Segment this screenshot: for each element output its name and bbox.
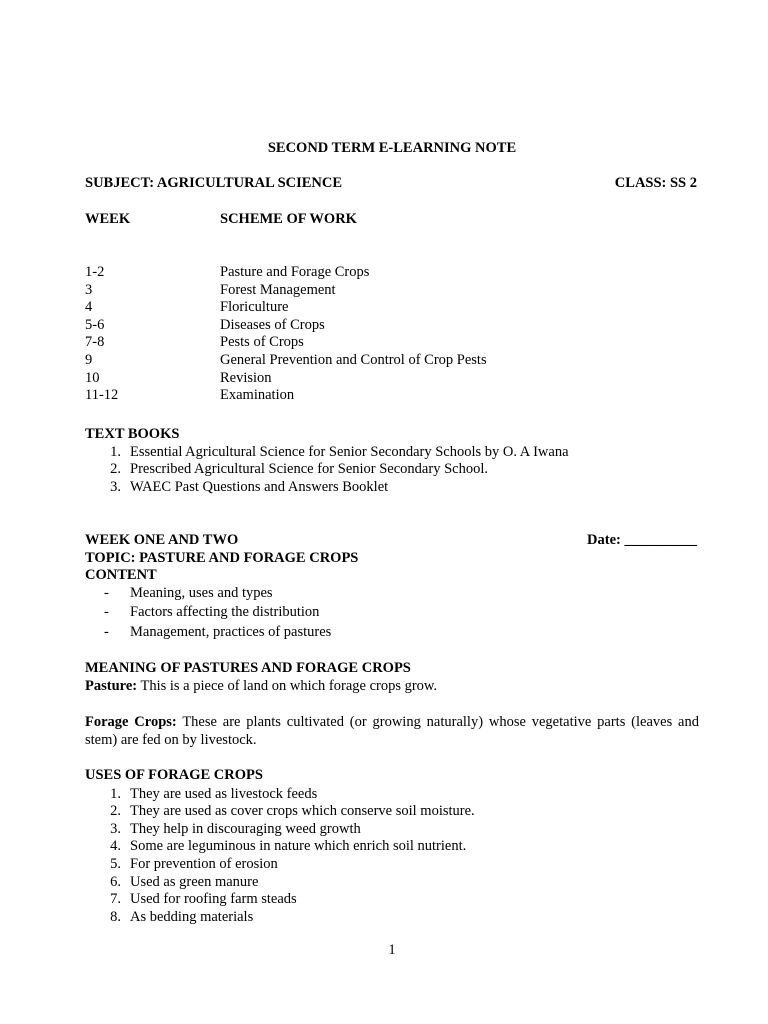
list-item: 8. As bedding materials <box>110 908 254 925</box>
list-item: 1. Essential Agricultural Science for Senior Secondary Schools by O. A Iwana <box>110 443 569 460</box>
scheme-week: 3 <box>85 281 93 298</box>
scheme-week: 11-12 <box>85 387 119 404</box>
list-item: 4. Some are leguminous in nature which enrich soil nutrient. <box>110 838 467 855</box>
scheme-column-header: SCHEME OF WORK <box>220 211 357 227</box>
scheme-week: 10 <box>85 369 100 386</box>
scheme-row <box>85 264 699 282</box>
scheme-row <box>85 387 699 405</box>
scheme-topic: Revision <box>220 369 272 386</box>
uses-list <box>85 786 699 927</box>
scheme-week: 5-6 <box>85 316 105 333</box>
scheme-topic: Forest Management <box>220 281 336 298</box>
list-item: 5. For prevention of erosion <box>110 855 278 872</box>
pasture-term: Pasture: <box>85 678 138 694</box>
scheme-row <box>85 317 699 335</box>
list-item: - Meaning, uses and types <box>104 585 273 602</box>
list-item: 6. Used as green manure <box>110 873 259 890</box>
scheme-week: 9 <box>85 352 93 368</box>
content-list <box>85 585 699 643</box>
pasture-definition <box>85 678 699 696</box>
scheme-topic: Pests of Crops <box>220 334 304 351</box>
document-title: SECOND TERM E-LEARNING NOTE <box>267 140 517 156</box>
scheme-row <box>85 299 699 317</box>
topic-heading: TOPIC: PASTURE AND FORAGE CROPS <box>85 549 359 566</box>
textbooks-list <box>85 444 699 497</box>
scheme-week: 4 <box>85 299 93 316</box>
week-column-header: WEEK <box>85 211 131 227</box>
week-heading-line <box>85 532 699 550</box>
date-label: Date: __________ <box>587 532 697 548</box>
week-heading: WEEK ONE AND TWO <box>85 532 239 548</box>
scheme-row <box>85 352 699 370</box>
subject-line <box>85 175 699 193</box>
scheme-topic: Diseases of Crops <box>220 316 325 333</box>
scheme-row <box>85 282 699 300</box>
list-item: - Management, practices of pastures <box>104 623 332 640</box>
list-item: 3. WAEC Past Questions and Answers Booklet <box>110 478 389 495</box>
scheme-topic: Floriculture <box>220 299 289 316</box>
forage-term: Forage Crops: <box>85 714 177 730</box>
scheme-week: 7-8 <box>85 334 105 351</box>
document-page <box>85 0 699 1024</box>
scheme-row <box>85 370 699 388</box>
scheme-topic: Examination <box>220 387 295 404</box>
list-item: 2. Prescribed Agricultural Science for Senior Secondary School. <box>110 461 488 478</box>
scheme-topic: Pasture and Forage Crops <box>220 264 370 280</box>
forage-definition <box>85 714 699 749</box>
content-heading: CONTENT <box>85 567 157 584</box>
scheme-week: 1-2 <box>85 264 105 280</box>
meaning-heading: MEANING OF PASTURES AND FORAGE CROPS <box>85 660 411 676</box>
list-item: 1. They are used as livestock feeds <box>110 785 318 802</box>
scheme-row <box>85 334 699 352</box>
uses-heading: USES OF FORAGE CROPS <box>85 767 263 783</box>
pasture-text: This is a piece of land on which forage crops grow. <box>140 678 438 694</box>
forage-text: These are plants cultivated (or growing naturally) whose vegetative parts (leaves and stem) are fed on by livestock. <box>85 714 699 748</box>
list-item: 2. They are used as cover crops which conserve soil moisture. <box>110 803 475 820</box>
class-label: CLASS: SS 2 <box>614 175 697 191</box>
scheme-topic: General Prevention and Control of Crop Pests <box>220 352 487 368</box>
page-number: 1 <box>388 942 396 958</box>
list-item: - Factors affecting the distribution <box>104 604 320 621</box>
list-item: 3. They help in discouraging weed growth <box>110 820 361 837</box>
textbooks-heading: TEXT BOOKS <box>85 426 180 442</box>
list-item: 7. Used for roofing farm steads <box>110 891 297 908</box>
scheme-header <box>85 211 699 229</box>
subject-label: SUBJECT: AGRICULTURAL SCIENCE <box>85 175 343 191</box>
